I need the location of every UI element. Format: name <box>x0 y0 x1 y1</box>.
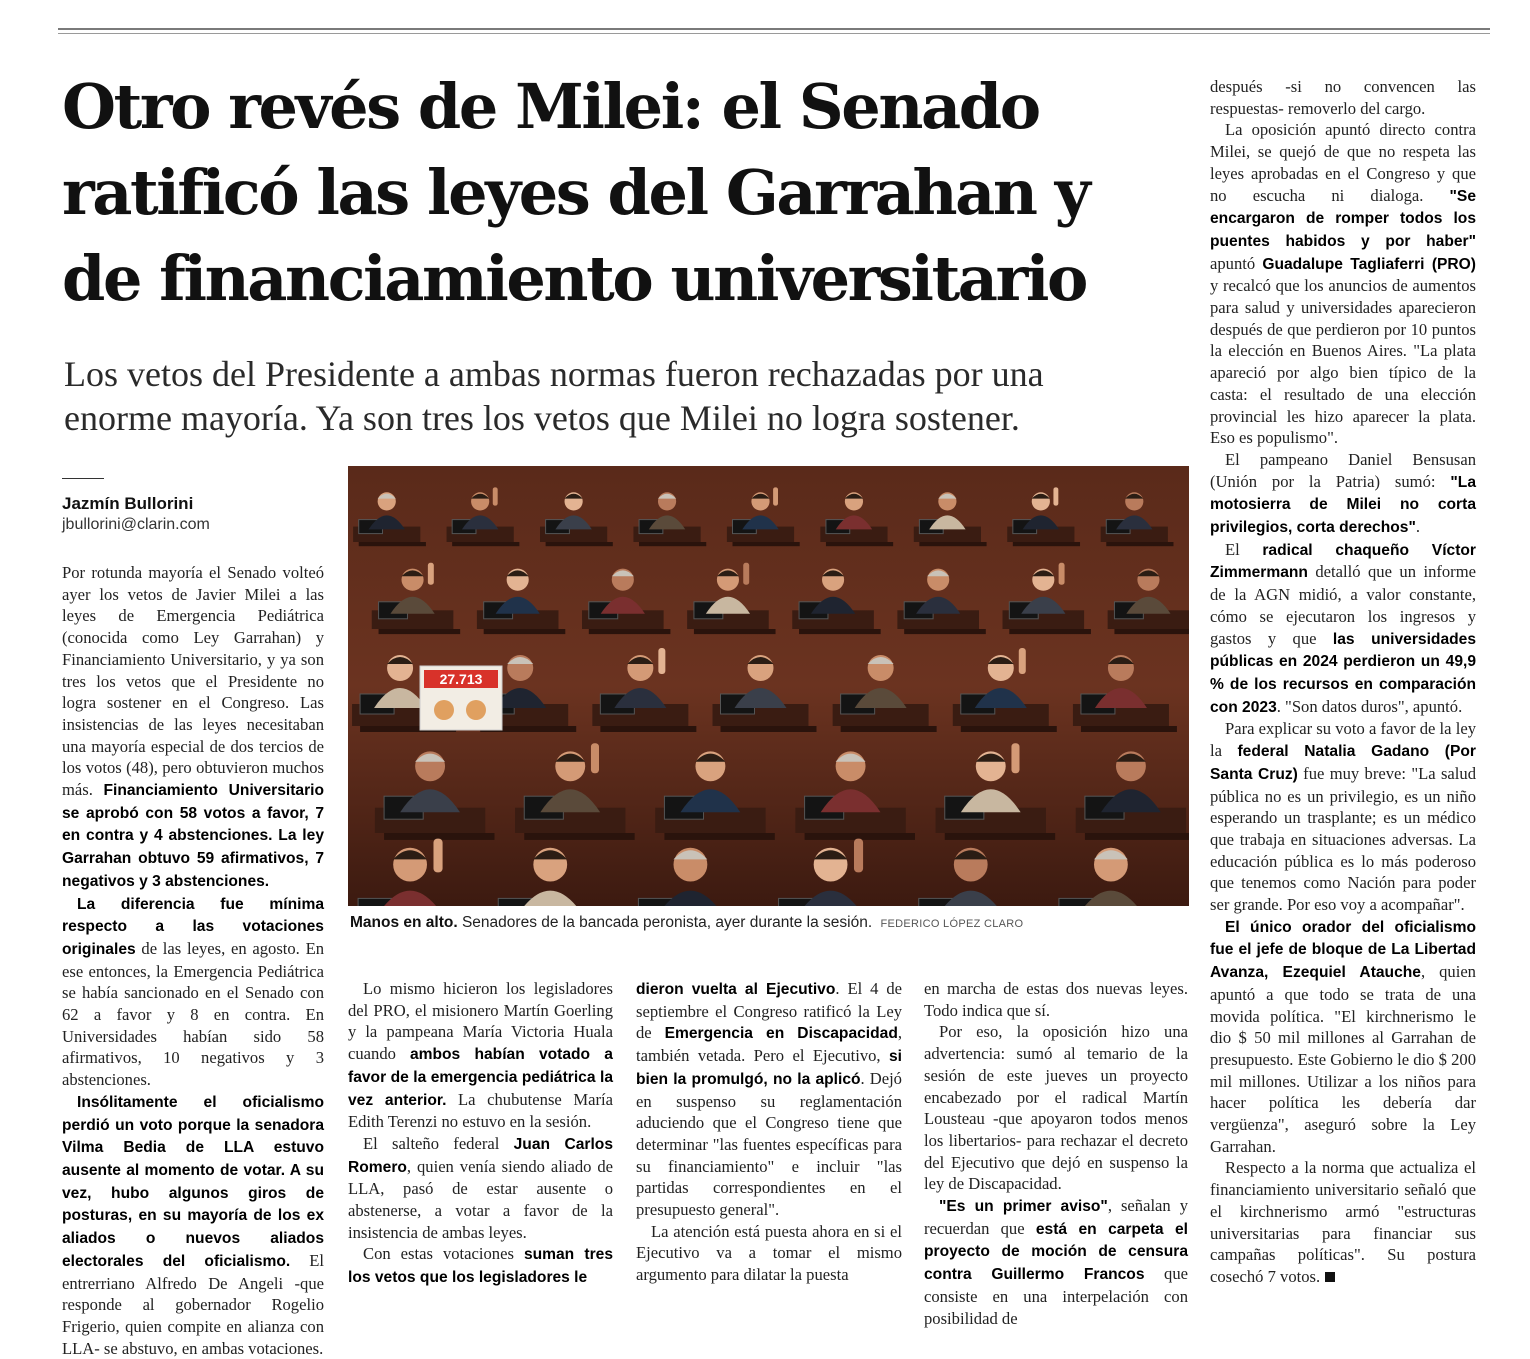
headline <box>62 64 1192 322</box>
byline-email[interactable]: jbullorini@clarin.com <box>62 516 210 533</box>
paragraph: Por rotunda mayoría el Senado volteó ayer los vetos de Javier Milei a las leyes de Emergencia Pediátrica (conocida como Ley Garrahan) y Financiamiento Universitario, y ya son tres los vetos que el Presidente no logra sostener en el Congreso. Las insistencias de las leyes necesitaban una mayoría especial de dos tercios de los votos (48), pero obtuvieron muchos más. Financiamiento Universitario se aprobó con 58 votos a favor, 7 en contra y 4 abstenciones. La ley Garrahan obtuvo 59 afirmativos, 7 negativos y 3 abstenciones. <box>62 563 324 890</box>
paragraph: El salteño federal Juan Carlos Romero, quien venía siendo aliado de LLA, pasó de estar ausente o abstenerse, a votar a favor de la insistencia de ambas leyes. <box>348 1133 614 1242</box>
headline-line: de financiamiento universitario <box>62 242 1086 315</box>
paragraph: La atención está puesta ahora en si el Ejecutivo va a tomar el mismo argumento para dilatar la puesta <box>636 1221 902 1285</box>
headline-line: Otro revés de Milei: el Senado <box>62 70 1039 143</box>
caption-text: Senadores de la bancada peronista, ayer durante la sesión. <box>461 914 873 931</box>
bold-text: Juan Carlos Romero <box>348 1135 614 1176</box>
paragraph: en marcha de estas dos nuevas leyes. Todo indica que sí. <box>924 979 1188 1020</box>
photo-credit: FEDERICO LÓPEZ CLARO <box>880 918 1024 930</box>
subheadline <box>64 352 1184 440</box>
article-column-1 <box>62 562 324 1359</box>
bold-text: "Se encargaron de romper todos los puentes habidos y por haber" <box>1210 187 1476 250</box>
paragraph: Por eso, la oposición hizo una advertencia: sumó al temario de la sesión de este jueves un proyecto encabezado por el radical Martín Lousteau -que apoyaron todos menos los libertarios- para rechazar el decreto del Ejecutivo que dejó en suspenso la ley de Discapacidad. <box>924 1022 1188 1194</box>
bold-text: Guadalupe Tagliaferri (PRO) <box>1262 255 1476 273</box>
bold-text: dieron vuelta al Ejecutivo <box>636 981 836 998</box>
photo-caption <box>350 914 1190 932</box>
bold-text: ambos habían votado a favor de la emergencia pediátrica la vez anterior. <box>348 1046 613 1109</box>
paragraph: Lo mismo hicieron los legisladores del PRO, el misionero Martín Goerling y la pampeana María Victoria Huala cuando ambos habían votado a favor de la emergencia pediátrica la vez anterior. La chubutense María Edith Terenzi no estuvo en la sesión. <box>348 979 613 1132</box>
article-column-3 <box>636 978 902 1286</box>
sign-text: 27.713 <box>439 671 483 687</box>
bold-text: está en carpeta el proyecto de moción de censura contra Guillermo Francos <box>924 1220 1188 1284</box>
paragraph: Respecto a la norma que actualiza el financiamiento universitario señaló que el kirchnerismo armó "estructuras universitarias para financiar sus campañas políticas". Su postura cosechó 7 votos. <box>1210 1158 1476 1286</box>
senate-chamber-illustration <box>348 466 1189 906</box>
bold-text: suman tres los vetos que los legisladores le <box>348 1246 614 1287</box>
article-column-2 <box>348 978 613 1289</box>
subheadline-line: Los vetos del Presidente a ambas normas fueron rechazadas por una <box>64 354 1044 394</box>
headline-line: ratificó las leyes del Garrahan y <box>62 156 1089 229</box>
article-column-4 <box>924 978 1188 1329</box>
article-column-5 <box>1210 76 1476 1288</box>
paragraph: después -si no convencen las respuestas- removerlo del cargo. <box>1210 77 1476 118</box>
top-rule-thin <box>58 33 1490 34</box>
paragraph: El pampeano Daniel Bensusan (Unión por la Patria) sumó: "La motosierra de Milei no corta privilegios, corta derechos". <box>1210 449 1476 537</box>
end-of-article-mark <box>1325 1272 1335 1282</box>
top-rule <box>58 28 1490 30</box>
paragraph: Insólitamente el oficialismo perdió un voto porque la senadora Vilma Bedia de LLA estuvo ausente al momento de votar. A su vez, hubo algunos giros de posturas, en su mayoría de los ex aliados o nuevos aliados electorales del oficialismo. El entrerriano Alfredo De Angeli -que responde al gobernador Rogelio Frigerio, quien compite en alianza con LLA- se abstuvo, en ambas votaciones. <box>62 1093 324 1358</box>
bold-text: federal Natalia Gadano (Por Santa Cruz) <box>1210 743 1476 783</box>
paragraph: Con estas votaciones suman tres los vetos que los legisladores le <box>348 1244 614 1287</box>
bold-text: Financiamiento Universitario se aprobó con 58 votos a favor, 7 en contra y 4 abstenciones. La ley Garrahan obtuvo 59 afirmativos, 7 negativos y 3 abstenciones. <box>62 782 324 890</box>
paragraph: Para explicar su voto a favor de la ley la federal Natalia Gadano (Por Santa Cruz) fue muy breve: "La salud pública no es un privilegio, es un niño esperando un trasplante; es un médico que trabaja en situaciones adversas. La educación pública es lo más poderoso que tenemos como Nación para poder ser grande. Por eso voy a acompañar". <box>1210 719 1476 915</box>
byline-author: Jazmín Bullorini <box>62 494 194 513</box>
bold-text: Insólitamente el oficialismo perdió un voto porque la senadora Vilma Bedia de LLA estuvo ausente al momento de votar. A su vez, hubo algunos giros de posturas, en su mayoría de los ex aliados o nuevos aliados electorales del oficialismo. <box>62 1093 324 1270</box>
paragraph: El único orador del oficialismo fue el jefe de bloque de La Libertad Avanza, Ezequiel Atauche, quien apuntó a que todo se trata de una movida política. "El kirchnerismo le dio $ 50 mil millones al Garrahan de presupuesto. Este Gobierno le dio $ 200 mil millones. Utilizar a los niños para hacer política les debería dar vergüenza", aseguró sobre la Ley Garrahan. <box>1210 918 1476 1156</box>
paragraph: La diferencia fue mínima respecto a las votaciones originales de las leyes, en agosto. En ese entonces, la Emergencia Pediátrica se había sancionado en el Senado con 62 a favor y 8 en contra. En Universidades habían sido 58 afirmativos, 10 negativos y 3 abstenciones. <box>62 895 324 1090</box>
byline-rule <box>62 478 104 479</box>
paragraph: La oposición apuntó directo contra Milei, se quejó de que no respeta las leyes aprobadas en el Congreso y que no escucha ni dialoga. "Se encargaron de romper todos los puentes habidos y por haber" apuntó Guadalupe Tagliaferri (PRO) y recalcó que los anuncios de aumentos para salud y universidades aparecieron después de que perdieron por 10 puntos la elección en Buenos Aires. "La plata apareció por algo bien típico de la casta: el resultado de una elección provincial les hizo aparecer la plata. Eso es populismo". <box>1210 120 1476 448</box>
bold-text: La diferencia fue mínima respecto a las votaciones originales <box>62 895 324 958</box>
senate-session-photo <box>348 466 1189 906</box>
caption-title: Manos en alto. <box>350 914 458 931</box>
bold-text: "La motosierra de Milei no corta privilegios, corta derechos" <box>1210 473 1476 537</box>
bold-text: radical chaqueño Víctor Zimmermann <box>1210 541 1476 582</box>
bold-text: "Es un primer aviso" <box>939 1198 1108 1216</box>
bold-text: las universidades públicas en 2024 perdieron un 49,9 % de los recursos en comparación con 2023 <box>1210 630 1477 716</box>
protest-sign <box>420 666 502 730</box>
paragraph: "Es un primer aviso", señalan y recuerdan que está en carpeta el proyecto de moción de censura contra Guillermo Francos que consiste en una interpelación con posibilidad de <box>924 1196 1188 1328</box>
paragraph: El radical chaqueño Víctor Zimmermann detalló que un informe de la AGN midió, a valor constante, cómo se ejecutaron los ingresos y gastos y que las universidades públicas en 2024 perdieron un 49,9 % de los recursos en comparación con 2023. "Son datos duros", apuntó. <box>1210 539 1477 716</box>
bold-text: Emergencia en Discapacidad <box>664 1025 898 1043</box>
bold-text: El único orador del oficialismo fue el jefe de bloque de La Libertad Avanza, Ezequiel Atauche <box>1210 918 1476 982</box>
paragraph: dieron vuelta al Ejecutivo. El 4 de septiembre el Congreso ratificó la Ley de Emergencia en Discapacidad, también vetada. Pero el Ejecutivo, si bien la promulgó, no la aplicó. Dejó en suspenso su reglamentación aduciendo que el Congreso tiene que determinar "las fuentes específicas para su financiamiento" e incluir "las partidas correspondientes en el presupuesto general". <box>636 979 903 1220</box>
subheadline-line: enorme mayoría. Ya son tres los vetos que Milei no logra sostener. <box>64 398 1020 438</box>
bold-text: si bien la promulgó, no la aplicó <box>636 1048 902 1088</box>
